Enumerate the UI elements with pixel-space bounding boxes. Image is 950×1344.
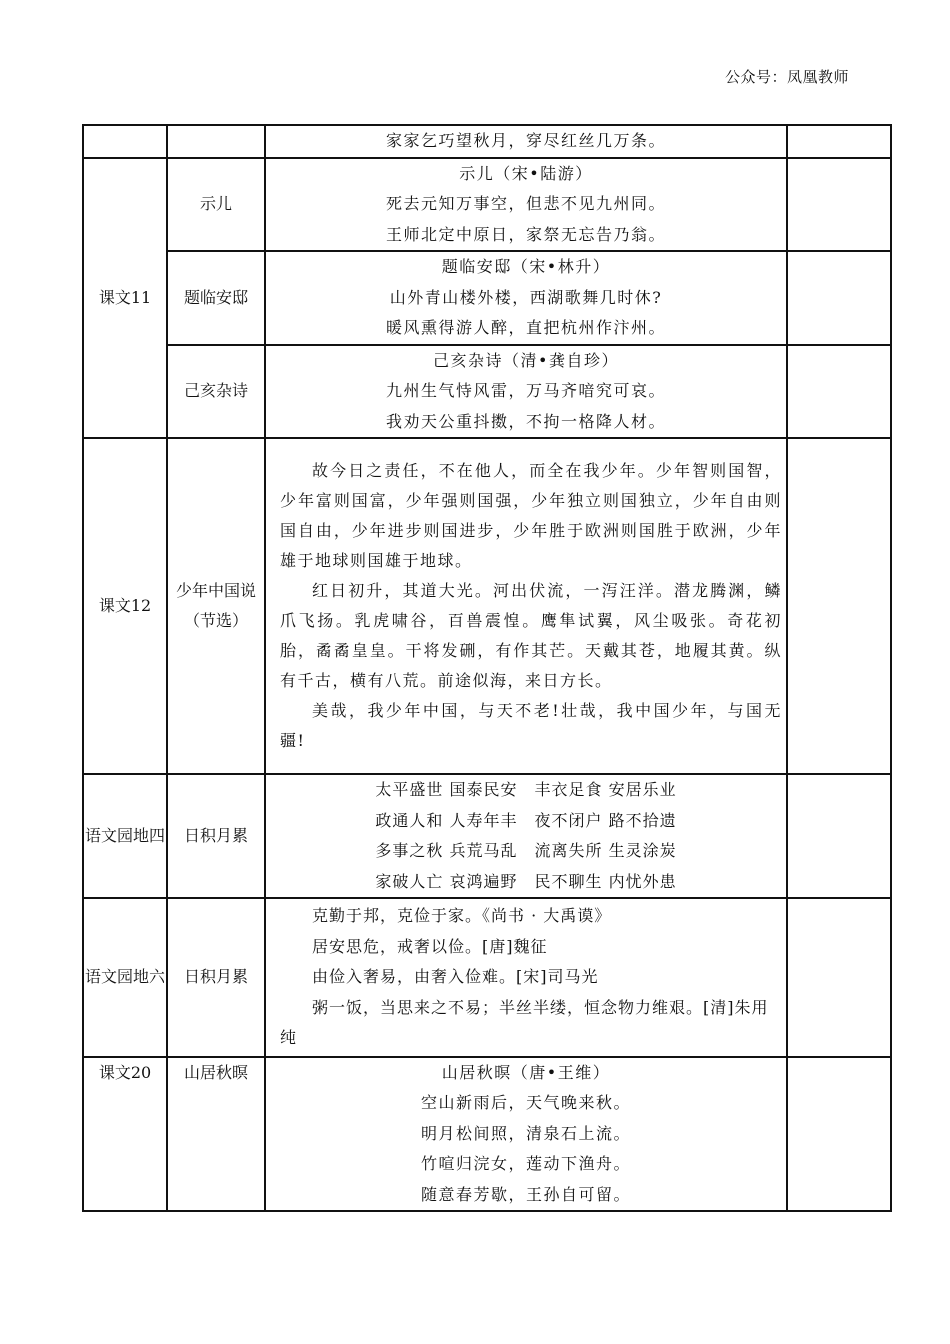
poem-heading: 示儿（宋•陆游） (459, 163, 593, 183)
poetry-table (82, 124, 892, 1212)
idiom-line: 多事之秋 兵荒马乱 流离失所 生灵涂炭 (375, 841, 677, 860)
quote-line: 克勤于邦，克俭于家。《尚书 · 大禹谟》 (312, 906, 612, 925)
content-cell (265, 125, 787, 158)
poem-title: 己亥杂诗 (167, 345, 265, 439)
poem-content (265, 158, 787, 252)
lesson-cell (83, 125, 167, 158)
quote-line: 由俭入奢易，由奢入俭难。[宋]司马光 (312, 967, 599, 986)
notes-cell (787, 898, 891, 1057)
lesson-label: 课文20 (83, 1057, 167, 1212)
idiom-line: 太平盛世 国泰民安 丰衣足食 安居乐业 (375, 780, 677, 799)
notes-cell (787, 125, 891, 158)
prose-paragraph: 美哉，我少年中国，与天不老!壮哉，我中国少年，与国无疆! (280, 701, 782, 750)
notes-cell (787, 438, 891, 774)
title-cell (167, 125, 265, 158)
poem-content (265, 345, 787, 439)
header-note: 公众号：凤凰教师 (724, 68, 849, 86)
lesson-label: 语文园地六 (83, 898, 167, 1057)
section-title: 日积月累 (167, 898, 265, 1057)
text-title: 少年中国说（节选） (167, 438, 265, 774)
table-row (83, 774, 891, 898)
idiom-line: 家破人亡 哀鸿遍野 民不聊生 内忧外患 (375, 871, 677, 891)
section-title: 日积月累 (167, 774, 265, 898)
poem-heading: 山居秋暝（唐•王维） (441, 1062, 611, 1082)
poem-line: 明月松间照，清泉石上流。 (420, 1123, 631, 1143)
notes-cell (787, 158, 891, 252)
poem-title: 山居秋暝 (167, 1057, 265, 1212)
lesson-label: 课文12 (83, 438, 167, 774)
idiom-line: 政通人和 人寿年丰 夜不闭户 路不拾遗 (375, 810, 677, 830)
poem-heading: 己亥杂诗（清•龚自珍） (433, 350, 619, 370)
notes-cell (787, 345, 891, 439)
lesson-label: 课文11 (83, 158, 167, 439)
notes-cell (787, 251, 891, 345)
poem-line: 我劝天公重抖擞，不拘一格降人材。 (385, 411, 666, 431)
poem-title: 示儿 (167, 158, 265, 252)
poem-title: 题临安邸 (167, 251, 265, 345)
quote-content (265, 898, 787, 1057)
prose-paragraph: 故今日之责任，不在他人，而全在我少年。少年智则国智，少年富则国富，少年强则国强，少年独立则国独立，少年自由则国自由，少年进步则国进步，少年胜于欧洲则国胜于欧洲，少年雄于地球则国雄于地球。 (280, 461, 782, 570)
quote-line: 居安思危，戒奢以俭。[唐]魏征 (312, 936, 548, 956)
quote-line: 粥一饭，当思来之不易；半丝半缕，恒念物力维艰。[清]朱用纯 (280, 997, 769, 1047)
poem-line: 随意春芳歇，王孙自可留。 (420, 1184, 631, 1204)
prose-content (265, 438, 787, 774)
poem-line: 山外青山楼外楼，西湖歌舞几时休? (389, 287, 663, 307)
table-row (83, 251, 891, 345)
poem-content (265, 1057, 787, 1212)
poem-line: 暖风熏得游人醉，直把杭州作汴州。 (385, 318, 666, 337)
poem-line: 王师北定中原日，家祭无忘告乃翁。 (385, 224, 666, 244)
poem-content (265, 251, 787, 345)
notes-cell (787, 774, 891, 898)
poem-line: 九州生气恃风雷，万马齐喑究可哀。 (385, 381, 666, 400)
poem-heading: 题临安邸（宋•林升） (441, 257, 611, 276)
poem-line: 竹喧归浣女，莲动下渔舟。 (420, 1154, 631, 1173)
table-row (83, 345, 891, 439)
poem-line: 家家乞巧望秋月，穿尽红丝几万条。 (385, 131, 666, 150)
table-row (83, 438, 891, 774)
poem-line: 空山新雨后，天气晚来秋。 (420, 1093, 631, 1112)
table-row (83, 158, 891, 252)
notes-cell (787, 1057, 891, 1212)
lesson-label: 语文园地四 (83, 774, 167, 898)
poem-line: 死去元知万事空，但悲不见九州同。 (385, 194, 666, 213)
table-row (83, 1057, 891, 1212)
table-row (83, 898, 891, 1057)
table-row (83, 125, 891, 158)
prose-paragraph: 红日初升，其道大光。河出伏流，一泻汪洋。潜龙腾渊，鳞爪飞扬。乳虎啸谷，百兽震惶。鹰隼试翼，风尘吸张。奇花初胎，矞矞皇皇。干将发硎，有作其芒。天戴其苍，地履其黄。纵有千古，横有八荒。前途似海，来日方长。 (280, 581, 782, 690)
idiom-content (265, 774, 787, 898)
